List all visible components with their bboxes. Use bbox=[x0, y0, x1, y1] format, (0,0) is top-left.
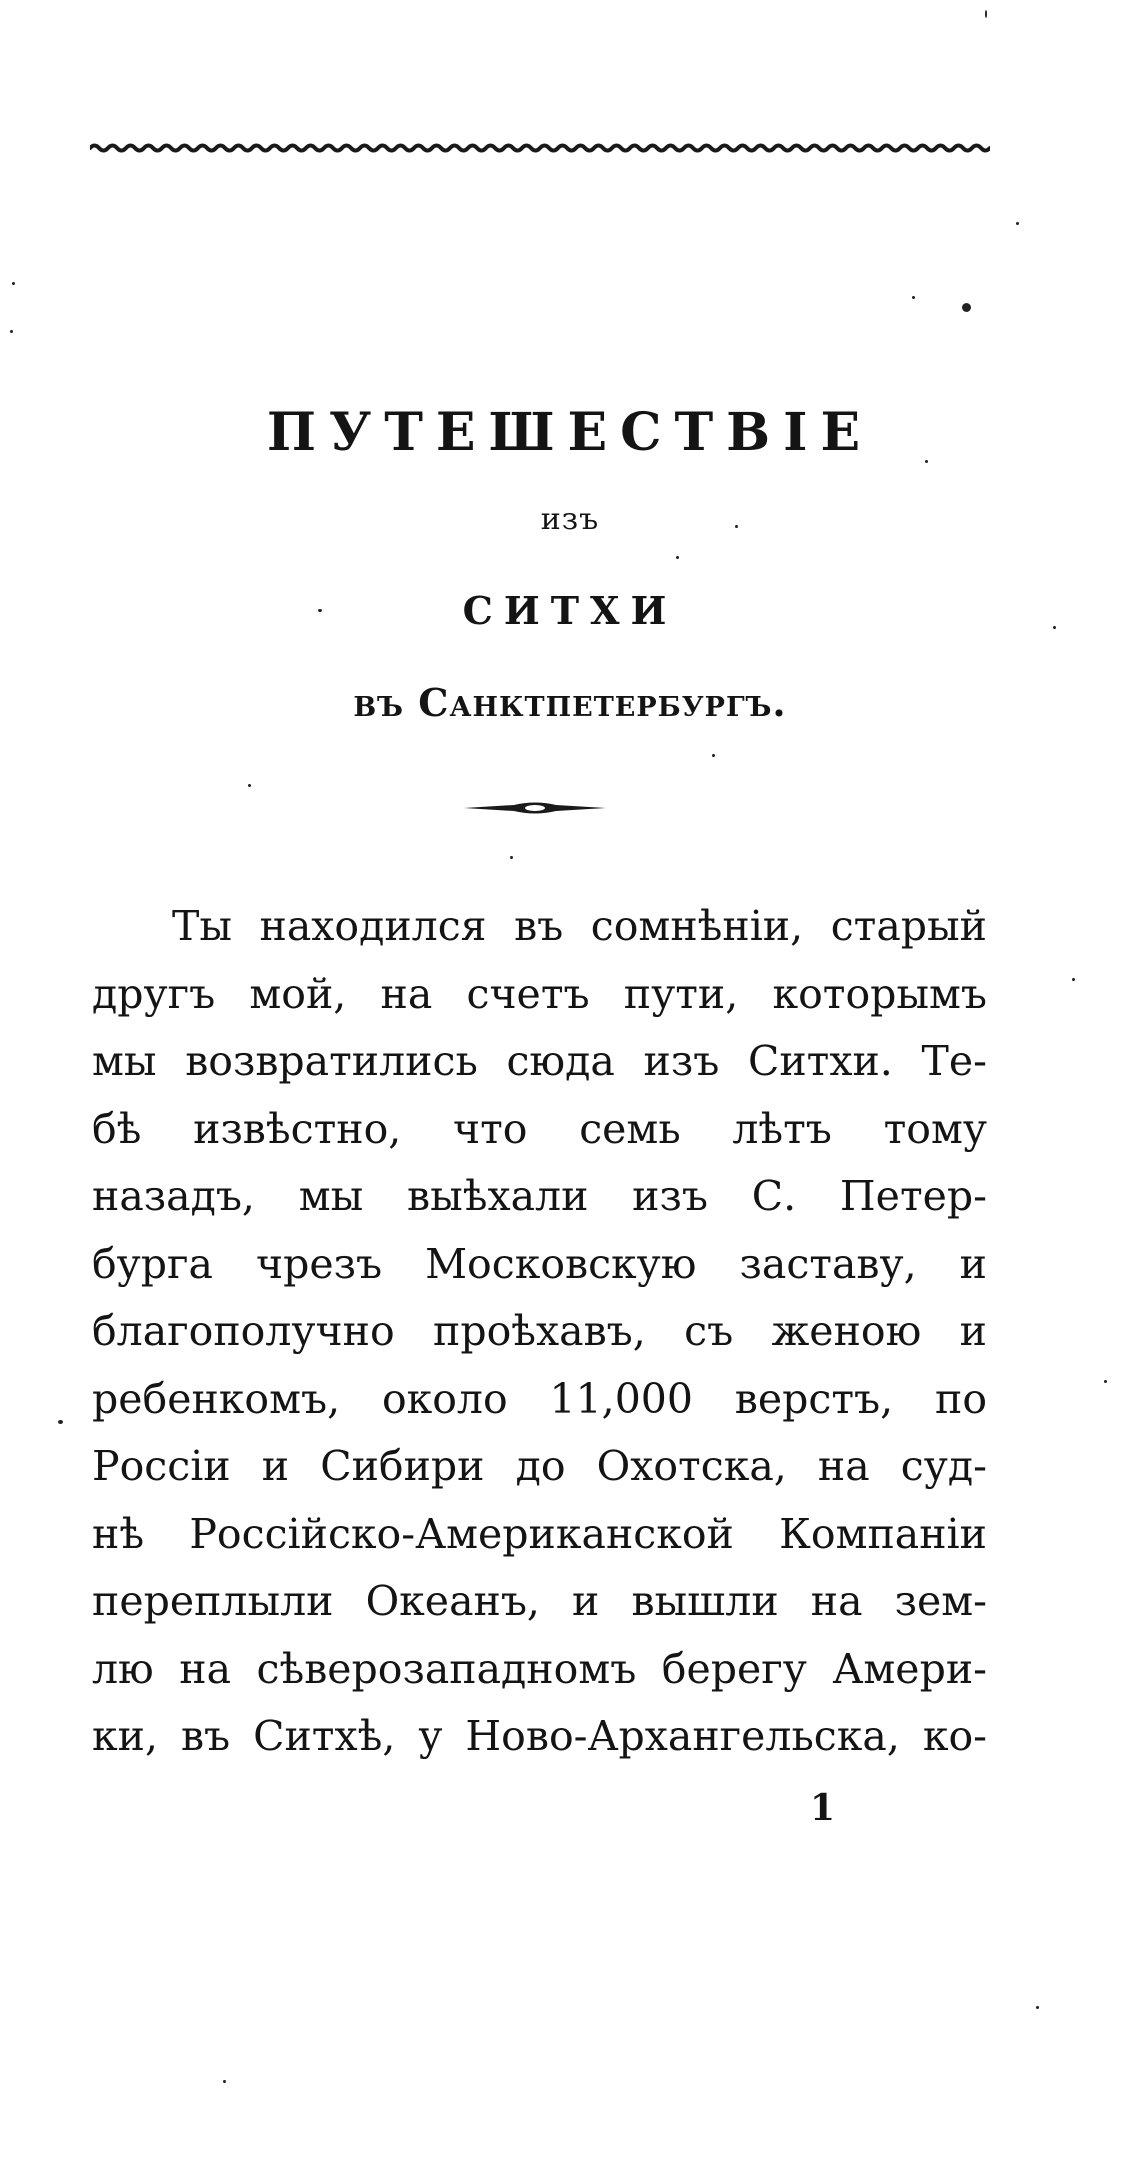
text-line: назадъ, мы выѣхали изъ С. Петер- bbox=[92, 1172, 987, 1220]
scan-speck bbox=[1104, 1380, 1107, 1383]
scan-speck bbox=[10, 330, 13, 333]
scan-speck bbox=[12, 282, 15, 285]
text-line: ребенкомъ, около 11,000 верстъ, по bbox=[92, 1374, 987, 1423]
scan-speck bbox=[962, 303, 971, 312]
text-line: бѣ извѣстно, что семь лѣтъ тому bbox=[92, 1104, 987, 1153]
scan-speck bbox=[58, 1420, 63, 1424]
text-line: Россіи и Сибири до Охотска, на суд- bbox=[92, 1442, 987, 1490]
scan-speck bbox=[985, 10, 987, 18]
scan-speck bbox=[1053, 626, 1056, 629]
wavy-rule-ornament bbox=[90, 138, 990, 158]
scan-speck bbox=[1016, 222, 1019, 225]
scan-speck bbox=[912, 296, 915, 299]
scan-speck bbox=[248, 784, 251, 787]
text-line: ки, въ Ситхѣ, у Ново-Архангельска, ко- bbox=[92, 1712, 987, 1760]
text-line: переплыли Океанъ, и вышли на зем- bbox=[92, 1577, 987, 1625]
title-preposition: изъ bbox=[540, 502, 600, 537]
text-line: мы возвратились сюда изъ Ситхи. Те- bbox=[92, 1037, 987, 1085]
title-main: ПУТЕШЕСТВІЕ bbox=[266, 402, 874, 463]
text-line: лю на сѣверозападномъ берегу Амери- bbox=[92, 1644, 987, 1693]
text-line: Ты находился въ сомнѣніи, старый bbox=[172, 902, 987, 950]
scan-speck bbox=[318, 609, 322, 612]
scan-speck bbox=[223, 2080, 226, 2083]
center-dash-ornament bbox=[464, 800, 606, 816]
scan-speck bbox=[712, 754, 715, 757]
body-paragraph bbox=[92, 893, 987, 1771]
title-destination: въ Санктпетербургъ. bbox=[353, 680, 787, 725]
text-line: нѣ Россійско-Американской Компаніи bbox=[92, 1509, 987, 1558]
scan-speck bbox=[1036, 2006, 1039, 2009]
scan-speck bbox=[735, 525, 738, 528]
text-line: благополучно проѣхавъ, съ женою и bbox=[92, 1307, 987, 1355]
scan-speck bbox=[676, 556, 679, 559]
page-number: 1 bbox=[810, 1787, 836, 1829]
title-origin: СИТХИ bbox=[462, 588, 678, 633]
text-line: бурга чрезъ Московскую заставу, и bbox=[92, 1239, 987, 1288]
scan-speck bbox=[510, 856, 513, 859]
scan-speck bbox=[1072, 978, 1075, 981]
text-line: другъ мой, на счетъ пути, которымъ bbox=[92, 969, 987, 1018]
scan-speck bbox=[925, 460, 928, 463]
